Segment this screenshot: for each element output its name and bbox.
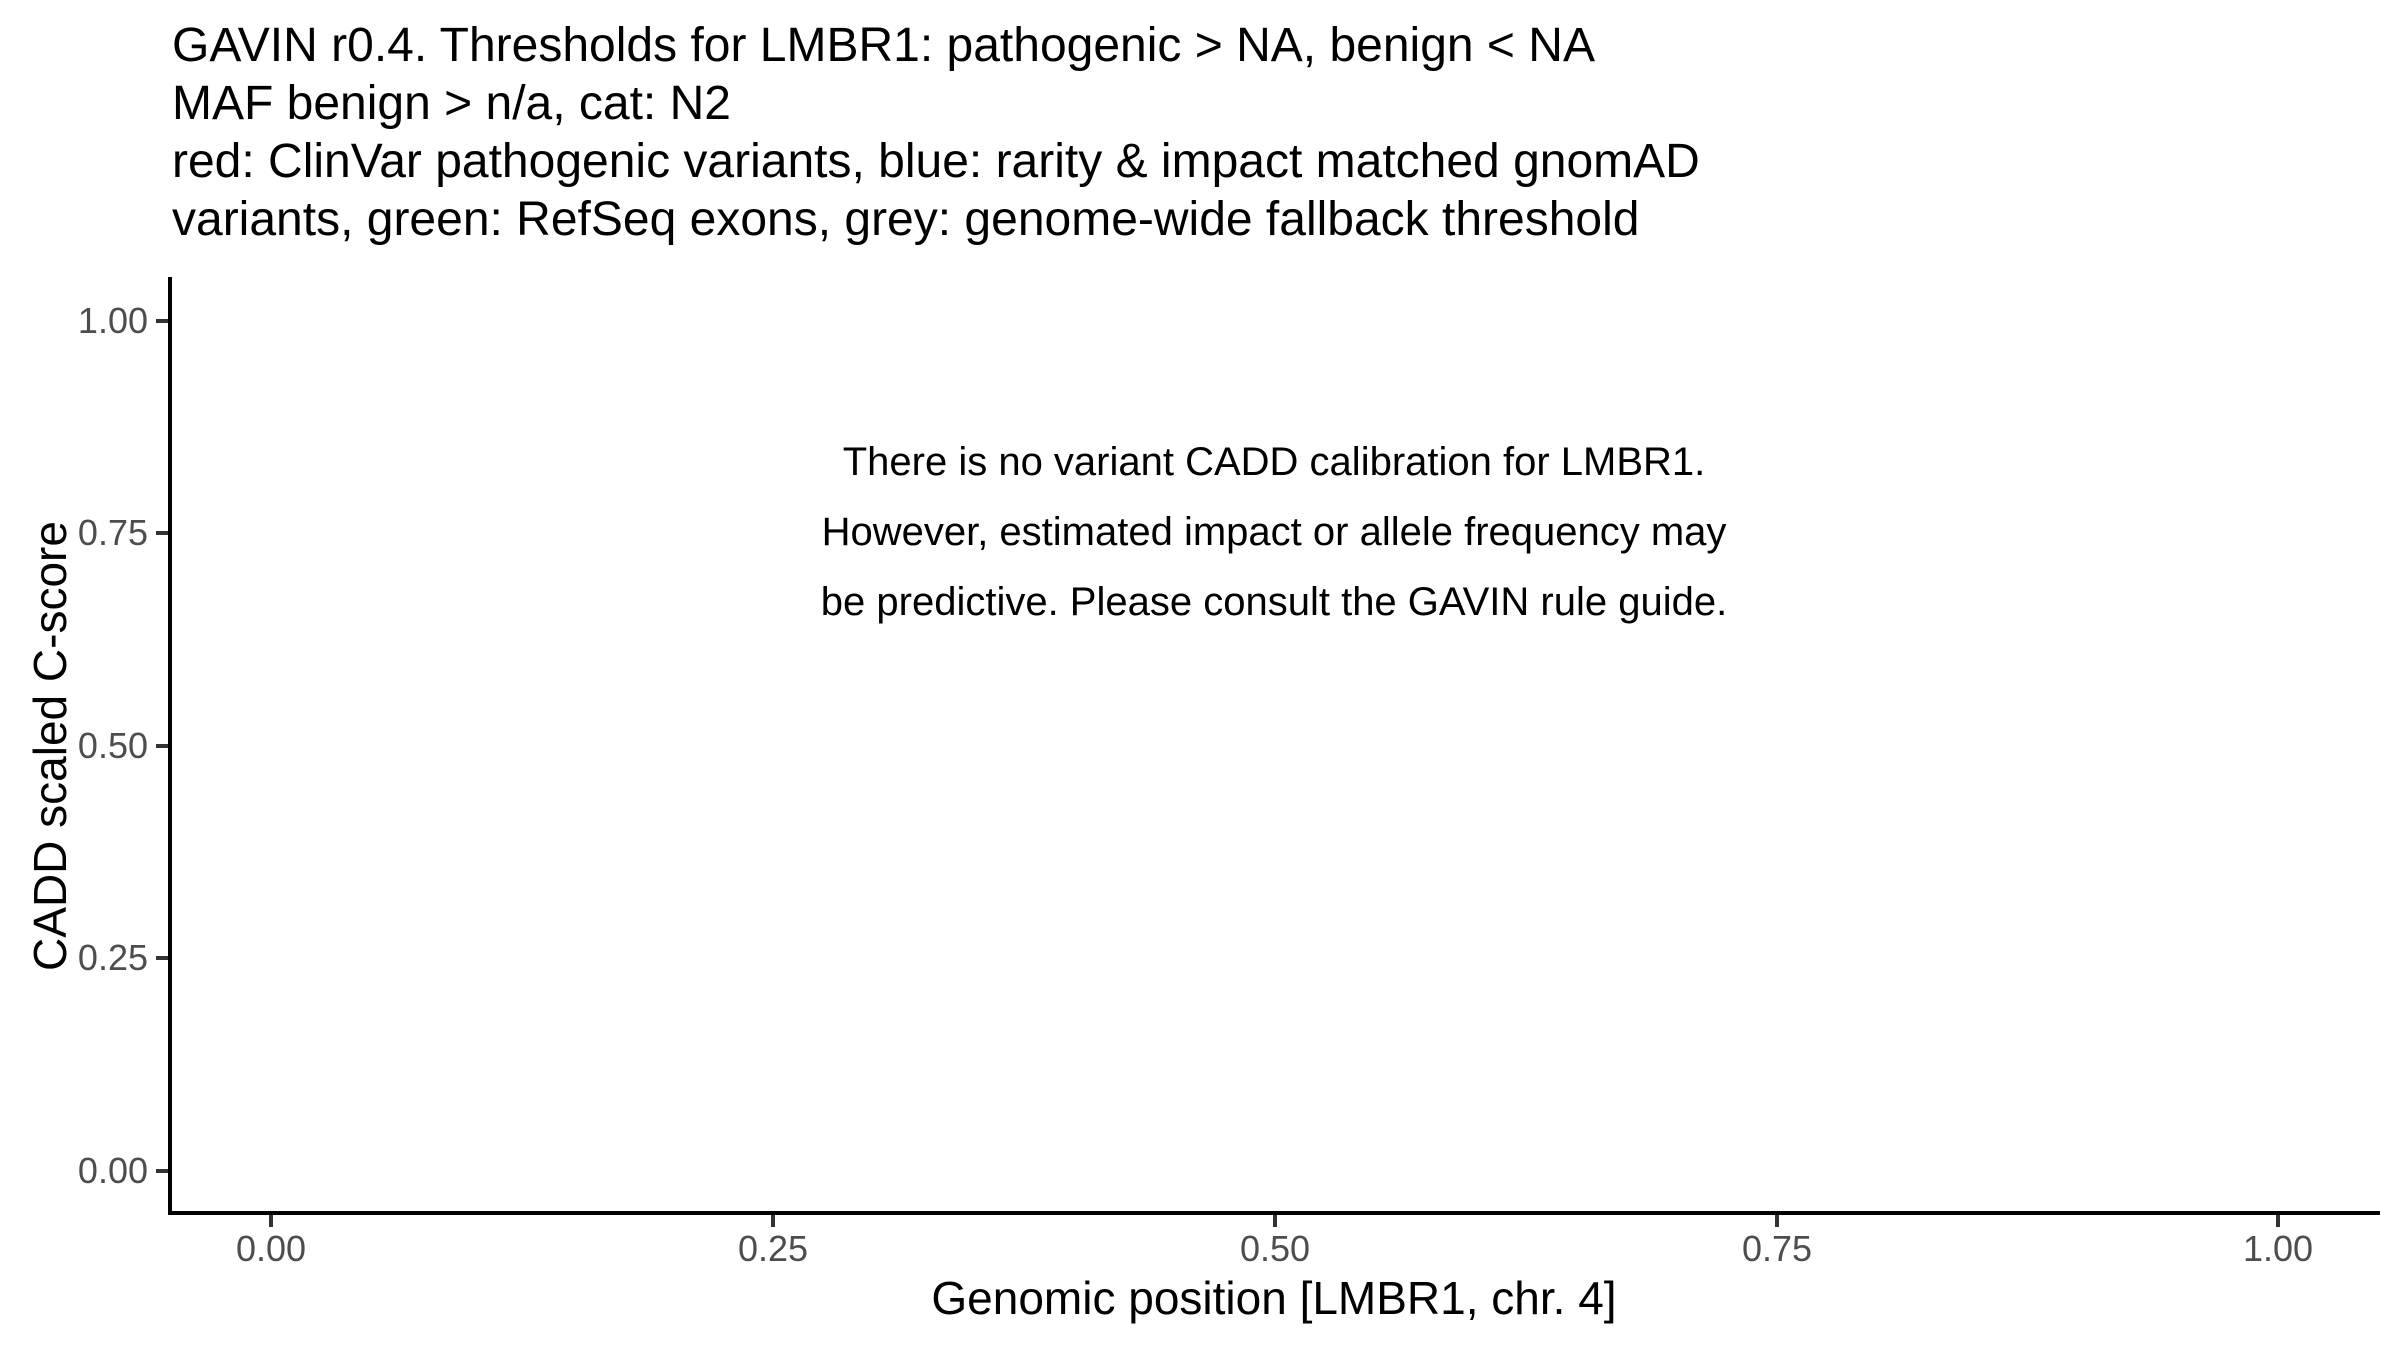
plot-title-line-1: GAVIN r0.4. Thresholds for LMBR1: pathogenic > NA, benign < NA [172,19,1595,72]
x-tick-0.50 [1273,1215,1277,1227]
y-tick-0.50 [156,744,168,748]
x-tick-label: 0.50 [1239,1228,1311,1269]
y-tick-1.00 [156,319,168,323]
x-tick-0.25 [771,1215,775,1227]
x-tick-0.75 [1775,1215,1779,1227]
plot-title-line-2: MAF benign > n/a, cat: N2 [172,77,731,130]
y-tick-label: 0.00 [77,1150,148,1191]
plot-title-line-3: red: ClinVar pathogenic variants, blue: rarity & impact matched gnomAD [172,135,1700,188]
annotation-line-2: However, estimated impact or allele frequency may [821,510,1727,554]
y-axis-title: CADD scaled C-score [24,521,76,971]
y-tick-label: 0.50 [77,725,148,766]
x-tick-1.00 [2276,1215,2280,1227]
y-tick-0.75 [156,531,168,535]
plot-title [172,17,1700,249]
x-tick-label: 1.00 [2242,1228,2314,1269]
y-tick-label: 0.75 [77,512,148,553]
annotation-text [674,427,1874,637]
y-tick-0.00 [156,1169,168,1173]
y-axis-line [168,277,172,1215]
annotation-line-3: be predictive. Please consult the GAVIN rule guide. [820,580,1728,624]
x-axis-title: Genomic position [LMBR1, chr. 4] [931,1272,1617,1324]
annotation-line-1: There is no variant CADD calibration for LMBR1. [842,440,1706,484]
x-tick-0.00 [269,1215,273,1227]
x-tick-label: 0.75 [1741,1228,1813,1269]
x-tick-label: 0.00 [235,1228,307,1269]
y-tick-label: 1.00 [77,300,148,341]
y-tick-label: 0.25 [77,937,148,978]
plot-title-line-4: variants, green: RefSeq exons, grey: genome-wide fallback threshold [172,193,1640,246]
x-tick-label: 0.25 [737,1228,809,1269]
y-tick-0.25 [156,956,168,960]
